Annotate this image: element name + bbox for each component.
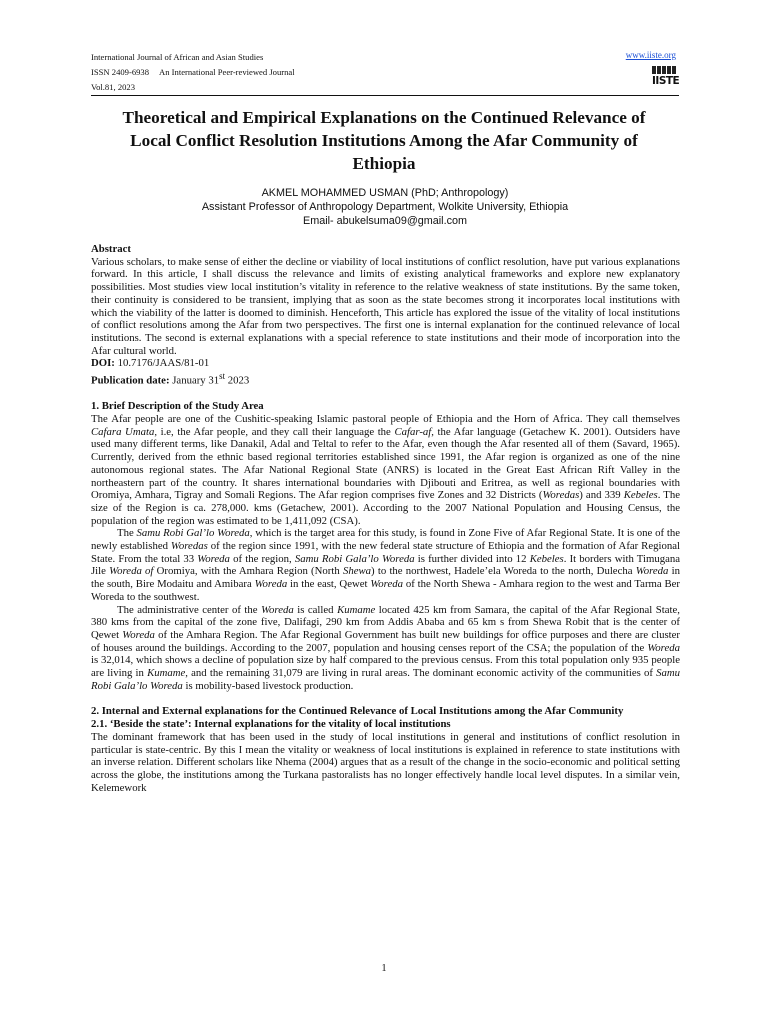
text-run: , the Afar language (Getachew K. 2001). Outsiders have used many different terms, like Danakil, Adal and Teltal to refer to the Afar, even though the Afar resented all of them (Savard, 1965). Currently, derived from the ethnic based regional territories established since 1991, the Afar region is organized as one of the nine autonomous regional states. The Afar National Regional State (ANRS) is located in the Great East African Rift Valley in the northeastern part of the country. It shares international boundaries with Djibouti and Eritrea, as well as regional boundaries with Oromiya, Amhara, Tigray and Somali Regions. The Afar region comprises five Zones and 32 Districts ( — [91, 425, 681, 502]
text-run: of the North Shewa - Amhara region to the west and Tarma Ber Woreda to the southwest. — [91, 578, 681, 603]
paper-title: Theoretical and Empirical Explanations on the Continued Relevance of Local Conflict Resolution Institutions Among the Afar Community of Ethiopia — [122, 108, 646, 174]
pubdate-pre: January 31 — [172, 374, 220, 387]
italic-term: Woreda — [197, 552, 230, 565]
italic-term: Kumame — [147, 667, 186, 680]
doi-line — [91, 357, 680, 370]
section2-paragraph-1: The dominant framework that has been used in the study of local institutions in general and institutions of conflict resolution in particular is state-centric. By this I mean the vitality or weakness of local institutions is explained in reference to state institutions with an inverse relation. Different scholars like Nhema (2004) argues that as a result of the change in the socio-economic and political setting across the globe, the institutions among the Turkana pastoralists has no longer effectively handle local level disputes. In a similar vein, Kelemework — [91, 730, 680, 794]
italic-term: Woreda — [370, 578, 403, 591]
text-run: is mobility-based livestock production. — [182, 679, 354, 692]
text-run: located 425 km from Samara, the capital of the Afar Regional State, 380 kms from the capital of the zone five, Dalifagi, 290 km from Addis Ababa and 65 km s from Shewa Robit that is the center of Qewet — [91, 603, 680, 641]
italic-term: Kumame — [337, 603, 376, 616]
author-affiliation: Assistant Professor of Anthropology Department, Wolkite University, Ethiopia — [201, 201, 569, 213]
logo-bars-icon — [652, 66, 676, 74]
logo-text: IISTE — [652, 75, 680, 87]
doi-value[interactable]: 10.7176/JAAS/81-01 — [117, 357, 210, 370]
section1-heading: 1. Brief Description of the Study Area — [91, 400, 264, 413]
doi-label: DOI: — [91, 357, 115, 370]
text-run: ) and 339 — [579, 489, 624, 502]
section2-heading: 2. Internal and External explanations for the Continued Relevance of Local Institutions among the Afar Community — [91, 705, 624, 718]
italic-term: Woredas — [170, 540, 208, 553]
paper-body — [91, 243, 680, 794]
text-run: The Afar people are one of the Cushitic-speaking Islamic pastoral people of Ethiopia and the Horn of Africa. They call themselves — [91, 413, 680, 426]
italic-term: Kebeles — [623, 489, 658, 502]
section1-paragraph-3 — [91, 604, 680, 693]
journal-type: An International Peer-reviewed Journal — [159, 67, 295, 77]
italic-term: Woreda — [261, 603, 294, 616]
italic-term: Samu Robi Gala’lo Woreda — [91, 667, 681, 692]
text-run: in the south, Bire Modaitu and Amibara — [91, 565, 680, 591]
text-run: . It borders with Timugana Jile — [91, 552, 680, 578]
text-run: is called — [293, 603, 338, 616]
pubdate-year: 2023 — [227, 374, 250, 387]
text-run: is 32,014, which shows a decline of population size by half compared to the previous census. From this total population only 935 people are living in — [91, 654, 680, 680]
text-run: , which is the target area for this study, is found in Zone Five of Afar Regional State. It is one of the newly established — [91, 527, 680, 553]
italic-term: Woreda of — [109, 565, 154, 578]
journal-issn: ISSN 2409-6938 — [91, 67, 150, 77]
italic-term: Woreda — [647, 641, 680, 654]
section1-paragraph-1 — [91, 413, 680, 527]
text-run: Oromiya, with the Amhara Region (North — [153, 565, 343, 578]
author-block — [91, 186, 679, 228]
text-run: The — [117, 527, 137, 540]
italic-term: Cafara Umata — [91, 425, 155, 438]
text-run: of the Amhara Region. The Afar Regional Government has built new buildings for office purposes and there are cluster of houses around the buildings. According to the 2007, population and housing censes report of the CSA; the population of the — [91, 628, 680, 654]
text-run: . The size of the Region is ca. 278,000. kms (Getachew, 2001). According to the 2007 National Population and Housing Census, the population of the region was estimated to be 1,411,092 (CSA). — [91, 489, 680, 527]
italic-term: Woreda — [635, 565, 669, 578]
text-run: of the region since 1991, with the new federal state structure of Ethiopia and the formation of Afar Regional State. From the total 33 — [91, 540, 680, 565]
text-run: The administrative center of the — [117, 603, 262, 616]
journal-issn-line — [91, 65, 295, 80]
section2-1-subheading: 2.1. ‘Beside the state’: Internal explanations for the vitality of local institutions — [91, 718, 451, 731]
page-number: 1 — [381, 963, 387, 974]
author-email: Email- abukelsuma09@gmail.com — [303, 215, 467, 227]
pubdate-label: Publication date: — [91, 374, 170, 387]
running-header — [91, 50, 295, 95]
italic-term: Kebeles — [529, 552, 564, 565]
text-run: of the region, — [229, 552, 295, 565]
text-run: , and the remaining 31,079 are living in rural areas. The dominant economic activity of the communities of — [185, 667, 657, 680]
italic-term: Shewa — [342, 565, 372, 578]
italic-term: Samu Robi Gala’lo Woreda — [294, 552, 415, 565]
iiste-logo — [652, 66, 680, 90]
journal-url-link[interactable]: www.iiste.org — [625, 50, 676, 60]
journal-name: International Journal of African and Asian Studies — [91, 52, 264, 62]
header-rule — [91, 95, 679, 96]
italic-term: Woreda — [254, 578, 288, 591]
italic-term: Woredas — [542, 489, 580, 502]
abstract-text: Various scholars, to make sense of either the decline or viability of local institutions of conflict resolution, have put various explanations forward. In this article, I shall discuss the relevance and limits of existing analytical frameworks and explore new explanatory possibilities. Most studies view local institution’s vitality in reference to the relative weakness of state institutions. By the same token, their continuity is considered to be transient, implying that as soon as the state becomes strong it incorporates local institutions with which the viability of the latter is doomed to diminish. Henceforth, This article has explored the issue of the vitality of local institutions of conflict resolutions among the Afar from two perspectives. The first one is internal explanation for the continued relevance of local institutions. The second is external explanations with a special reference to state institutions and their mode of incorporation into the Afar cultural world. — [91, 255, 680, 357]
section1-paragraph-2 — [91, 527, 680, 603]
text-run: , i.e, the Afar people, and they call their language the — [154, 425, 395, 438]
abstract-heading: Abstract — [91, 243, 132, 255]
pubdate-sup: st — [219, 371, 226, 382]
italic-term: Woreda — [122, 628, 155, 641]
text-run: is further divided into 12 — [414, 552, 530, 565]
text-run: in the east, Qewet — [287, 578, 371, 591]
italic-term: Cafar-af — [394, 425, 432, 438]
text-run: ) to the northwest, Hadele’ela Woreda to the north, Dulecha — [371, 565, 636, 578]
author-name: AKMEL MOHAMMED USMAN (PhD; Anthropology) — [261, 187, 509, 199]
italic-term: Samu Robi Gal’lo Woreda — [136, 527, 250, 540]
publication-date-line — [91, 370, 680, 387]
journal-volume: Vol.81, 2023 — [91, 82, 136, 92]
